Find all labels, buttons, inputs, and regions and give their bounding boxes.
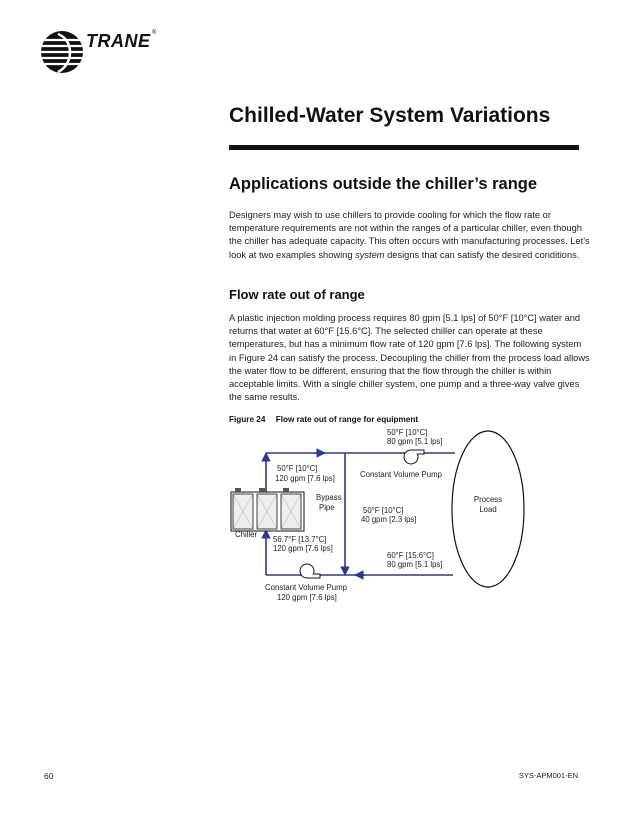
label-bypass-1: Bypass: [316, 493, 342, 502]
document-code: SYS-APM001-EN: [518, 771, 578, 780]
registered-mark: ®: [152, 30, 157, 36]
intro-text-after: designs that can satisfy the desired conditions.: [384, 249, 580, 260]
label-bottom-flow: 120 gpm [7.6 lps]: [277, 593, 337, 602]
label-top-flow: 80 gpm [5.1 lps]: [387, 437, 443, 446]
label-chiller: Chiller: [235, 530, 258, 539]
subsection-title: Flow rate out of range: [229, 287, 365, 302]
page-number: 60: [44, 771, 54, 781]
label-bypass-flow: 40 gpm [2.3 lps]: [361, 515, 417, 524]
label-bottom-pump: Constant Volume Pump: [265, 583, 347, 592]
label-top-pump: Constant Volume Pump: [360, 470, 442, 479]
top-pump-icon: [404, 450, 424, 464]
label-load: Load: [479, 505, 497, 514]
piping-diagram: [225, 424, 555, 614]
label-return-flow: 120 gpm [7.6 lps]: [273, 544, 333, 553]
bottom-pump-icon: [300, 564, 320, 578]
chapter-title: Chilled-Water System Variations: [229, 104, 551, 127]
title-rule: [229, 145, 579, 150]
label-return-temp: 56.7°F [13.7°C]: [273, 535, 327, 544]
label-load-return-flow: 80 gpm [5.1 lps]: [387, 560, 443, 569]
label-supply-flow: 120 gpm [7.6 lps]: [275, 474, 335, 483]
label-bypass-temp: 50°F [10°C]: [363, 506, 404, 515]
figure-number: Figure 24: [229, 415, 266, 424]
intro-paragraph: [229, 209, 591, 262]
section-title: Applications outside the chiller’s range: [229, 175, 538, 193]
body-paragraph: A plastic injection molding process requires 80 gpm [5.1 lps] of 50°F [10°C] water and returns that water at 60°F [15.6°C]. The selected chiller can operate at these temperatures, but has a minimum flow rate of 120 gpm [7.6 lps]. The following system in Figure 24 can satisfy the process. Decoupling the chiller from the process load allows the water flow to be different, ensuring that the flow through the chiller is within acceptable limits. With a single chiller system, one pump and a three-way valve gives the same results.: [229, 313, 590, 403]
label-top-temp: 50°F [10°C]: [387, 428, 428, 437]
label-process: Process: [473, 495, 503, 504]
intro-emphasis: system: [355, 249, 385, 260]
label-supply-temp: 50°F [10°C]: [277, 464, 318, 473]
figure-caption-text: Flow rate out of range for equipment: [275, 415, 419, 424]
intro-text-before: Designers may wish to use chillers to provide cooling for which the flow rate or temperature requirements are not within the ranges of a particular chiller, even though the chiller has adequate capacity. This often occurs with manufacturing processes. Let’s look at two examples showing: [229, 210, 590, 260]
chiller-unit-icon: [231, 488, 304, 531]
label-bypass-2: Pipe: [319, 503, 335, 512]
figure-caption: [229, 415, 418, 424]
brand-wordmark: TRANE: [86, 31, 151, 51]
label-load-return-temp: 60°F [15.6°C]: [387, 551, 434, 560]
